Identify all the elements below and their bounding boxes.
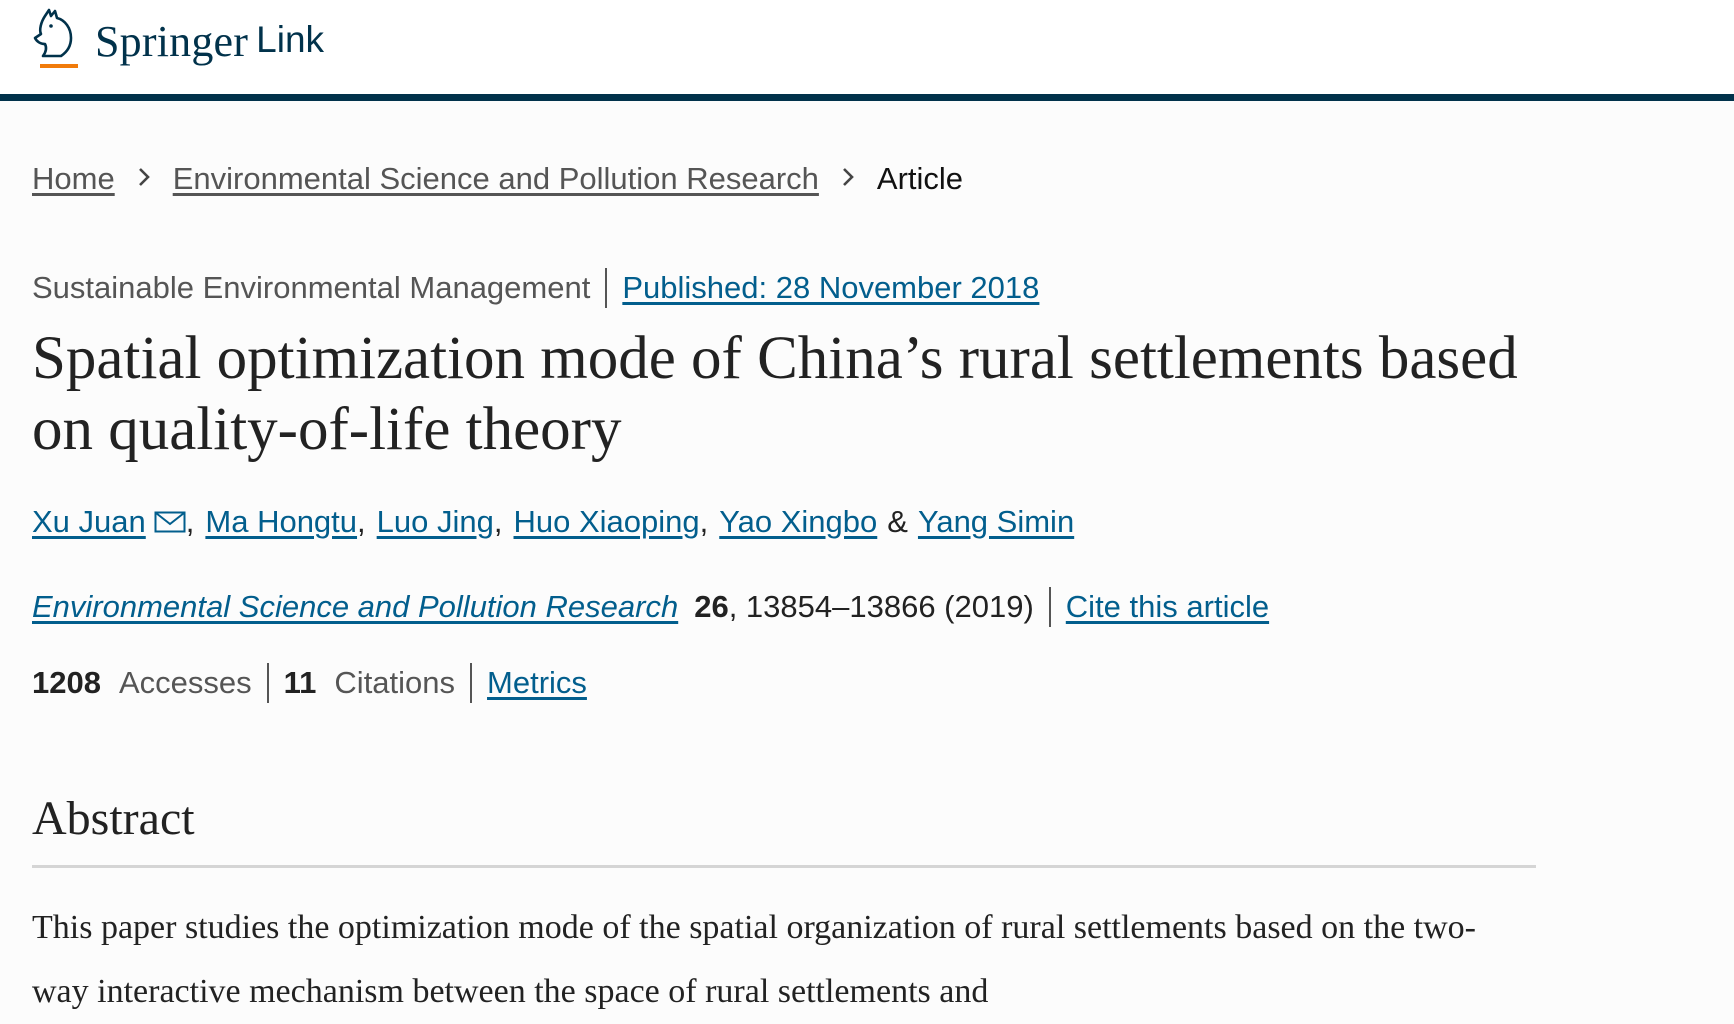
metrics-link[interactable]: Metrics [487,665,587,700]
breadcrumb-journal[interactable]: Environmental Science and Pollution Research [172,161,819,196]
divider [605,268,607,308]
author-and: & [887,504,908,539]
logo-accent-bar [40,64,78,68]
volume: 26 [694,589,729,624]
divider [267,663,269,703]
springer-link-logo[interactable] [31,8,324,70]
abstract-text: This paper studies the optimization mode of the spatial organization of rural settlements based on the two-way interactive mechanism between the space of rural settlements and [32,909,1477,1010]
springer-horse-icon [31,8,81,70]
abstract-rule [32,865,1536,868]
brand-sub: Link [256,19,325,60]
pages-year: , 13854–13866 (2019) [728,589,1034,624]
author-separator: , [699,504,709,539]
author-link[interactable]: Ma Hongtu [205,504,358,539]
journal-link[interactable]: Environmental Science and Pollution Research [32,589,679,624]
citation-line [32,587,1269,627]
cite-article-link[interactable]: Cite this article [1065,589,1270,624]
site-header [0,0,1734,101]
breadcrumb-home[interactable]: Home [32,161,115,196]
envelope-icon[interactable] [154,505,186,527]
citations-count: 11 [283,665,317,700]
published-date-link[interactable]: Published: 28 November 2018 [622,270,1040,305]
citations-label: Citations [334,665,456,700]
chevron-right-icon [137,164,151,195]
accesses-count: 1208 [32,665,101,700]
abstract-heading: Abstract [32,792,195,845]
accesses-label: Accesses [118,665,252,700]
author-separator: , [357,504,366,539]
article-section: Sustainable Environmental Management [32,270,591,305]
divider [470,663,472,703]
article-title: Spatial optimization mode of China’s rural settlements based on quality-of-life theory [32,325,1518,463]
breadcrumb-current: Article [876,161,964,196]
breadcrumb [32,161,963,197]
article-metrics [32,663,587,703]
author-separator: , [185,504,195,539]
author-link[interactable]: Yang Simin [917,504,1075,539]
chevron-right-icon [841,164,855,195]
author-separator: , [493,504,503,539]
article-meta [32,268,1039,308]
author-link[interactable]: Xu Juan [32,504,146,539]
author-link[interactable]: Luo Jing [376,504,494,539]
author-link[interactable]: Huo Xiaoping [513,504,700,539]
divider [1049,587,1051,627]
brand-name: Springer [95,16,249,66]
author-link[interactable]: Yao Xingbo [719,504,878,539]
author-list [32,504,1074,540]
